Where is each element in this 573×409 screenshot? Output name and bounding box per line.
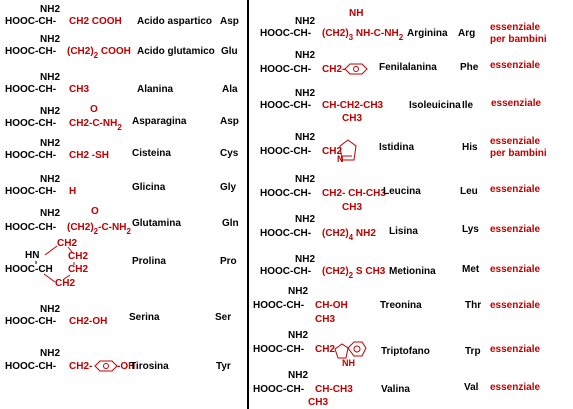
amino-group: NH2	[40, 106, 61, 117]
amino-acid-name: Leucina	[383, 186, 421, 197]
amino-acid-abbr: Met	[462, 264, 480, 275]
backbone: HOOC-CH-	[260, 188, 312, 199]
amino-acid-abbr: Thr	[465, 300, 482, 311]
amino-acid-row	[250, 330, 573, 370]
amino-group: NH2	[295, 132, 316, 143]
side-chain: $(CH2)_3$ $NH-C-NH_2$	[322, 28, 404, 42]
amino-acid-name: Glutamina	[132, 218, 181, 229]
amino-acid-row	[0, 206, 247, 238]
methyl-branch: CH3	[315, 314, 336, 325]
amino-acid-abbr: Val	[464, 382, 479, 393]
essential-label: essenziale	[490, 60, 541, 71]
amino-acid-row	[250, 50, 573, 84]
amino-acid-abbr: Ile	[462, 100, 474, 111]
backbone: HOOC-CH-	[5, 16, 57, 27]
side-chain: CH2 -SH	[69, 150, 110, 161]
backbone: HOOC-CH-	[260, 266, 312, 277]
amino-acid-name: Acido glutamico	[137, 46, 215, 57]
amino-acid-row	[250, 132, 573, 172]
imine-group: NH	[349, 8, 364, 19]
side-chain: $(CH2)_2$ S CH3	[322, 266, 386, 280]
amino-acid-abbr: Asp	[220, 16, 239, 27]
essential-column	[250, 0, 573, 409]
amino-acid-row	[0, 72, 247, 98]
benzene-ring-icon	[342, 63, 372, 75]
amino-acid-row	[0, 34, 247, 66]
backbone: HOOC-CH-	[253, 300, 305, 311]
amino-group: NH2	[40, 34, 61, 45]
column-divider	[247, 0, 249, 409]
amino-acid-row	[0, 138, 247, 166]
backbone: HOOC-CH-	[5, 186, 57, 197]
side-chain: CH2-OH	[69, 316, 108, 327]
amino-acid-abbr: Pro	[220, 256, 237, 267]
amino-acid-row	[250, 4, 573, 44]
proline-ring-bonds	[0, 238, 247, 290]
ring-carbon: CH2	[57, 238, 78, 249]
backbone: HOOC-CH-	[5, 222, 57, 233]
amino-acid-abbr: Asp	[220, 116, 239, 127]
amino-acid-abbr: Gly	[220, 182, 237, 193]
ring-nitrogen: N	[337, 154, 344, 164]
amino-group: NH2	[40, 4, 61, 15]
essential-note: per bambini	[490, 148, 547, 159]
side-chain: CH2	[315, 344, 336, 355]
amino-group: NH2	[295, 16, 316, 27]
ring-carbon: CH2	[68, 251, 89, 262]
side-chain: CH2	[322, 146, 343, 157]
amino-acid-name: Glicina	[132, 182, 166, 193]
backbone: HOOC-CH-	[253, 344, 305, 355]
methyl-branch: CH3	[342, 202, 363, 213]
methyl-branch: CH3	[342, 113, 363, 124]
backbone: HOOC-CH-	[260, 100, 312, 111]
essential-label: essenziale	[490, 382, 541, 393]
amino-acid-name: Arginina	[407, 28, 448, 39]
essential-label: essenziale	[490, 344, 541, 355]
amino-acid-abbr: Leu	[460, 186, 478, 197]
amino-acid-name: Metionina	[389, 266, 436, 277]
side-chain: H	[69, 186, 77, 197]
backbone: HOOC-CH-	[5, 46, 57, 57]
essential-label: essenziale	[490, 300, 541, 311]
essential-note: per bambini	[490, 34, 547, 45]
side-chain: $(CH2)_2-C-NH_2$	[67, 222, 131, 236]
side-chain: CH2-	[322, 64, 346, 75]
essential-label: essenziale	[490, 22, 541, 33]
amino-acid-name: Lisina	[389, 226, 418, 237]
backbone: HOOC-CH	[5, 264, 53, 275]
side-chain: CH2-	[69, 361, 93, 372]
amino-acid-abbr: Cys	[220, 148, 239, 159]
amino-group: NH2	[295, 88, 316, 99]
carbonyl-oxygen: O	[90, 104, 98, 115]
amino-acid-name: Cisteina	[132, 148, 171, 159]
ring-nitrogen: HN	[25, 250, 40, 261]
essential-label: essenziale	[490, 184, 541, 195]
amino-group: NH2	[40, 208, 61, 219]
amino-acid-name: Tirosina	[130, 361, 169, 372]
amino-group: NH2	[40, 304, 61, 315]
amino-group: NH2	[40, 348, 61, 359]
amino-group: NH2	[288, 370, 309, 381]
amino-acid-row	[250, 370, 573, 408]
backbone: HOOC-CH-	[5, 84, 57, 95]
amino-acid-name: Treonina	[380, 300, 422, 311]
backbone: HOOC-CH-	[260, 146, 312, 157]
amino-acid-row	[250, 214, 573, 246]
amino-acid-row	[250, 254, 573, 286]
side-chain: $(CH2)_2$ COOH	[67, 46, 131, 60]
backbone: HOOC-CH-	[5, 118, 57, 129]
amino-acid-abbr: Arg	[458, 28, 476, 39]
amino-acid-abbr: Gln	[222, 218, 239, 229]
amino-acid-name: Alanina	[137, 84, 174, 95]
backbone: HOOC-CH-	[260, 64, 312, 75]
amino-acid-name: Asparagina	[132, 116, 187, 127]
essential-label: essenziale	[491, 98, 542, 109]
amino-acid-name: Valina	[381, 384, 410, 395]
amino-acid-name: Acido aspartico	[137, 16, 213, 27]
amino-acid-row	[0, 238, 247, 290]
side-chain: $(CH2)_4$ NH2	[322, 228, 376, 242]
amino-acid-name: Fenilalanina	[379, 62, 437, 73]
carbonyl-oxygen: O	[91, 206, 99, 217]
amino-acid-row	[250, 88, 573, 128]
amino-group: NH2	[295, 214, 316, 225]
side-chain: CH3	[69, 84, 90, 95]
side-chain: CH2- CH-CH3	[322, 188, 386, 199]
ring-nitrogen: NH	[342, 358, 355, 368]
amino-acid-abbr: His	[462, 142, 478, 153]
amino-acid-name: Isoleuicina	[409, 100, 461, 111]
amino-acid-row	[0, 174, 247, 202]
amino-group: NH2	[40, 72, 61, 83]
amino-acid-row	[0, 348, 247, 378]
amino-acid-abbr: Phe	[460, 62, 479, 73]
amino-group: NH2	[288, 286, 309, 297]
amino-acid-abbr: Ala	[222, 84, 238, 95]
amino-group: NH2	[40, 174, 61, 185]
amino-acid-row	[250, 174, 573, 214]
amino-group: NH2	[295, 174, 316, 185]
amino-acid-row	[0, 104, 247, 132]
amino-acid-row	[0, 4, 247, 34]
side-chain: CH-CH2-CH3	[322, 100, 384, 111]
non-essential-column	[0, 0, 247, 409]
amino-group: NH2	[295, 254, 316, 265]
amino-acid-abbr: Trp	[465, 346, 481, 357]
amino-acid-abbr: Ser	[215, 312, 232, 323]
ring-carbon: CH2	[55, 278, 76, 289]
amino-acid-row	[0, 304, 247, 332]
essential-label: essenziale	[490, 224, 541, 235]
ring-carbon: CH2	[68, 264, 89, 275]
backbone: HOOC-CH-	[260, 228, 312, 239]
amino-acid-name: Prolina	[132, 256, 166, 267]
amino-acid-name: Istidina	[379, 142, 415, 153]
amino-acid-abbr: Tyr	[216, 361, 231, 372]
backbone: HOOC-CH-	[5, 150, 57, 161]
amino-group: NH2	[40, 138, 61, 149]
amino-group: NH2	[295, 50, 316, 61]
amino-acid-abbr: Lys	[462, 224, 479, 235]
side-chain: CH2 COOH	[69, 16, 122, 27]
backbone: HOOC-CH-	[5, 361, 57, 372]
amino-group: NH2	[288, 330, 309, 341]
side-chain: CH-OH	[315, 300, 348, 311]
amino-acid-name: Triptofano	[381, 346, 430, 357]
essential-label: essenziale	[490, 264, 541, 275]
amino-acid-name: Serina	[129, 312, 160, 323]
amino-acid-row	[250, 286, 573, 326]
hydroxyl-group: -OH	[117, 361, 136, 372]
amino-acid-abbr: Glu	[221, 46, 238, 57]
essential-label: essenziale	[490, 136, 541, 147]
backbone: HOOC-CH-	[253, 384, 305, 395]
backbone: HOOC-CH-	[260, 28, 312, 39]
methyl-branch: CH3	[308, 397, 329, 408]
side-chain: $CH2-C-NH_2$	[69, 118, 122, 132]
side-chain: CH-CH3	[315, 384, 353, 395]
backbone: HOOC-CH-	[5, 316, 57, 327]
